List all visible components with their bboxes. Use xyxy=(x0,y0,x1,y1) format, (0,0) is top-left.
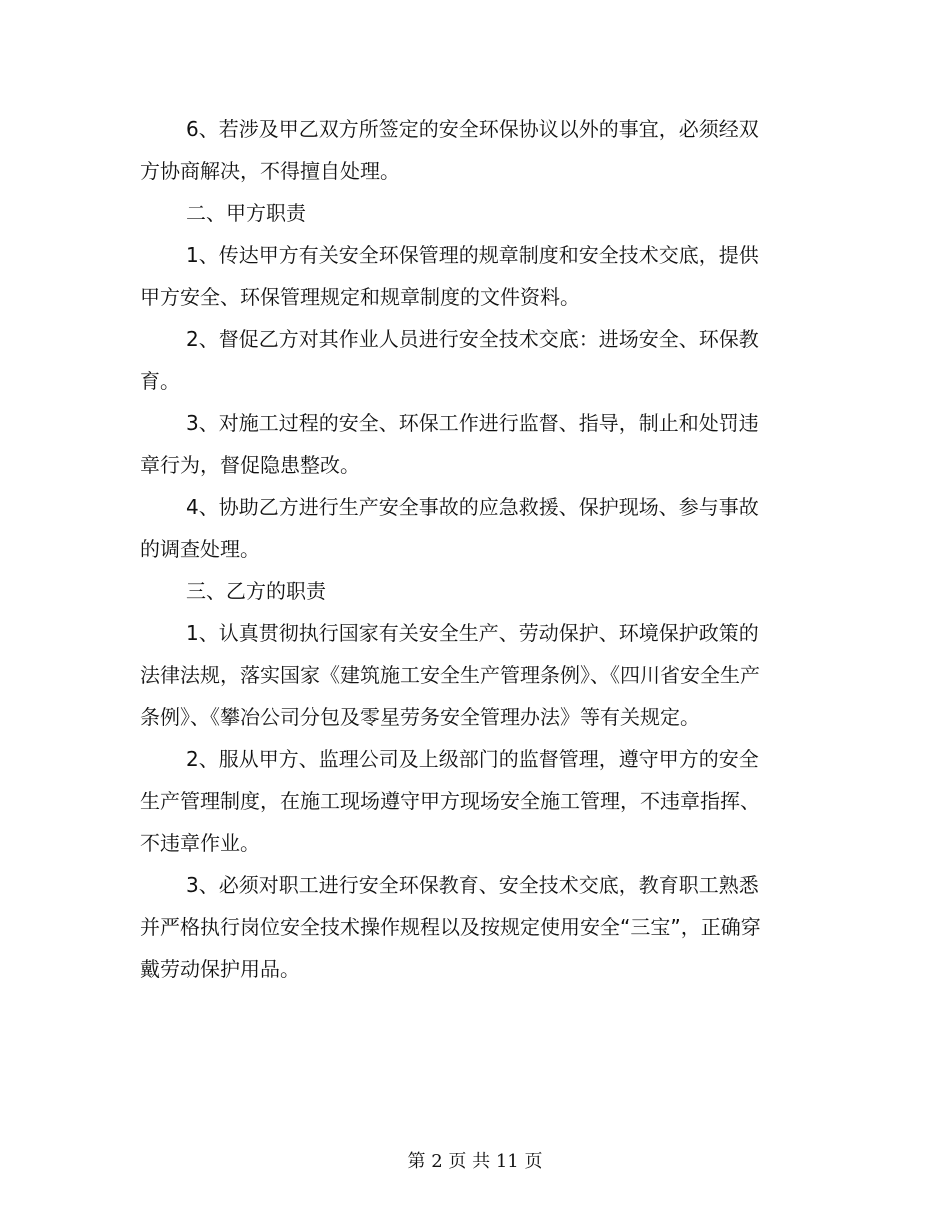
paragraph-party-b-3: 3、必须对职工进行安全环保教育、安全技术交底，教育职工熟悉并严格执行岗位安全技术操作规程以及按规定使用安全“三宝”，正确穿戴劳动保护用品。 xyxy=(140,873,761,981)
section-heading-party-b: 三、乙方的职责 xyxy=(186,579,326,603)
document-body xyxy=(140,108,770,990)
paragraph-party-a-4: 4、协助乙方进行生产安全事故的应急救援、保护现场、参与事故的调查处理。 xyxy=(140,495,759,561)
paragraph-party-b-2: 2、服从甲方、监理公司及上级部门的监督管理，遵守甲方的安全生产管理制度，在施工现场遵守甲方现场安全施工管理，不违章指挥、不违章作业。 xyxy=(140,747,760,855)
paragraph-clause-6: 6、若涉及甲乙双方所签定的安全环保协议以外的事宜，必须经双方协商解决，不得擅自处理。 xyxy=(140,117,759,183)
paragraph-party-a-2: 2、督促乙方对其作业人员进行安全技术交底：进场安全、环保教育。 xyxy=(140,327,759,393)
paragraph-party-b-1: 1、认真贯彻执行国家有关安全生产、劳动保护、环境保护政策的法律法规，落实国家《建筑施工安全生产管理条例》、《四川省安全生产条例》、《攀冶公司分包及零星劳务安全管理办法》等有关规定。 xyxy=(140,621,760,729)
page-number-footer: 第 2 页 共 11 页 xyxy=(407,1151,543,1172)
paragraph-party-a-3: 3、对施工过程的安全、环保工作进行监督、指导，制止和处罚违章行为，督促隐患整改。 xyxy=(140,411,759,477)
paragraph-party-a-1: 1、传达甲方有关安全环保管理的规章制度和安全技术交底，提供甲方安全、环保管理规定和规章制度的文件资料。 xyxy=(140,243,759,309)
section-heading-party-a: 二、甲方职责 xyxy=(186,201,306,225)
